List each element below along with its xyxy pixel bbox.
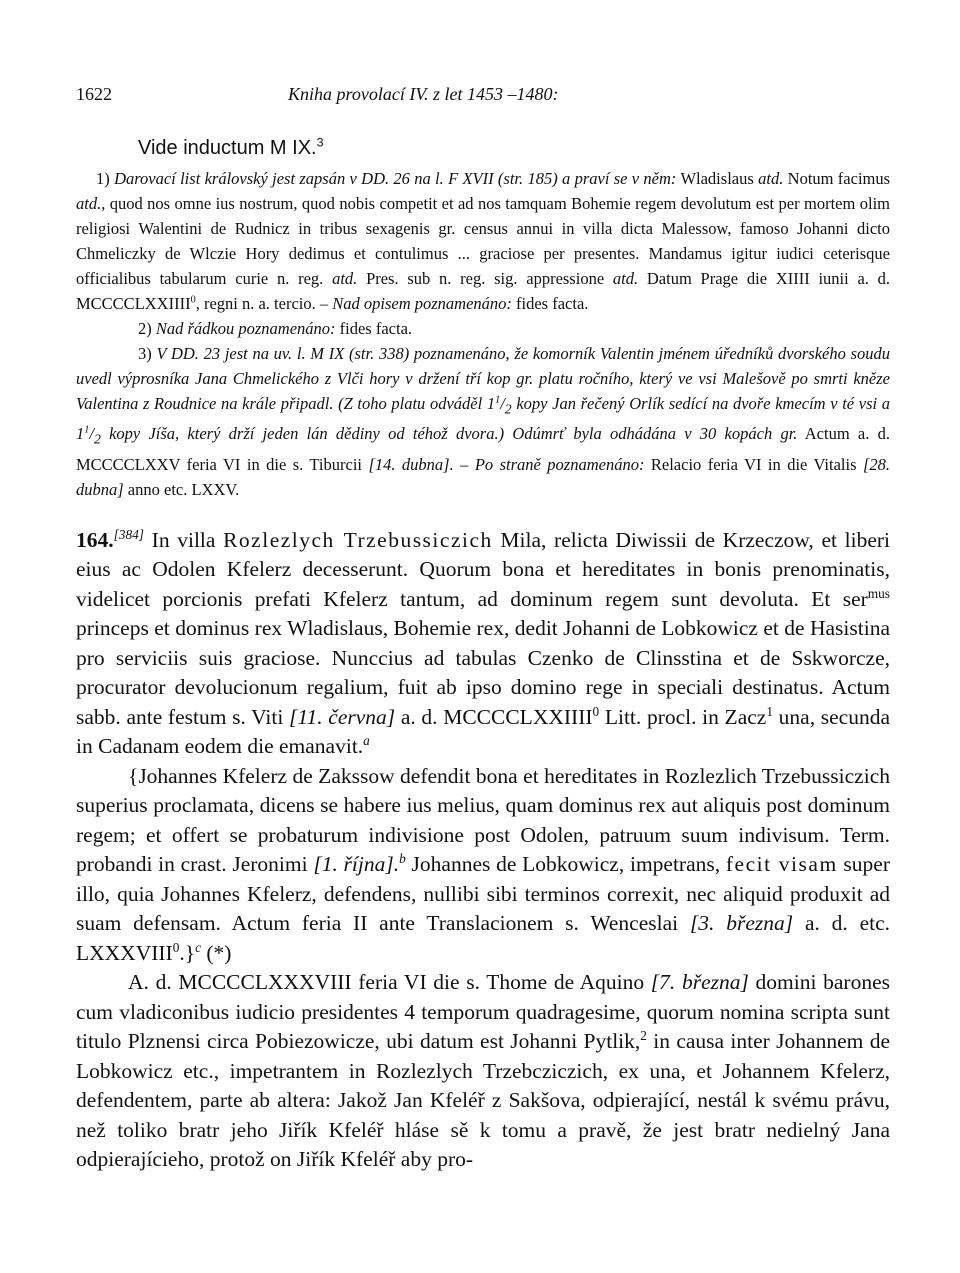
footnote-3-italic-a: V DD. 23 jest na uv. l. M IX (str. 338) poznamenáno, že komorník Valentin jménem úředníků dvorského soudu uvedl výprosníka Jana Chmelického z Vlči hory v držení tří kop gr. platu ročního, který ve vsi Malešově po smrti kněze Valentina z Roudnice na krále připadl. (Z toho platu odváděl 1	[76, 344, 890, 413]
footnote-3-frac-2: 2	[504, 401, 512, 417]
footnote-1-text-b: Notum facimus	[787, 169, 891, 188]
entry-paragraph-2	[76, 762, 890, 969]
entry-number: 164.	[76, 527, 114, 552]
entry-164	[76, 526, 890, 1175]
footnote-1-text-a: Wladislaus	[680, 169, 754, 188]
footnote-2-text: fides facta.	[339, 319, 413, 338]
entry-p1-d: a. d. MCCCCLXXIIII	[400, 704, 593, 729]
entry-p2-c: super illo, quia Johannes Kfelerz, defendens, nullibi sibi terminos correxit, nec aliquid produxit ad suam defensam. Actum feria II ante Translacionem s. Wenceslai	[76, 852, 890, 936]
footnote-3-text-a: Actum a. d. MCCCCLXXV feria VI in die s. Tiburcii	[76, 424, 890, 474]
entry-p2-d: a. d. etc. LXXXVIII	[76, 911, 891, 965]
entry-sup-b: b	[399, 850, 406, 866]
footnote-3-text-c: anno etc. LXXV.	[127, 479, 240, 499]
entry-sup-mus: mus	[867, 585, 890, 601]
footnote-3-text-b: Relacio feria VI in die Vitalis	[650, 454, 857, 474]
footnote-3-frac-3: 1	[84, 424, 90, 436]
entry-p2-f: (*)	[201, 940, 232, 965]
vide-text: Vide inductum M IX.	[138, 137, 317, 159]
footnote-1-text-e: Datum Prage die XIIII iunii a. d. MCCCCLXXIIII	[76, 269, 891, 313]
footnote-1-sup-o: 0	[190, 294, 196, 306]
running-title: Kniha provolací IV. z let 1453 –1480:	[288, 84, 559, 104]
footnote-3-italic-c: kopy Jíša, který drží jeden lán dědiny od téhož dvora.) Odúmrť byla odhádána v 30 kopách gr.	[100, 424, 798, 444]
running-head	[76, 78, 890, 112]
footnote-3-italic-b: kopy Jan řečený Orlík sedící na dvoře kmecím v té vsi a 1	[76, 394, 890, 444]
entry-p1-e: Litt. procl. in Zacz	[599, 704, 767, 729]
footnote-1-intro: Darovací list královský jest zapsán v DD. 26 na l. F XVII (str. 185) a praví se v něm:	[114, 169, 677, 188]
entry-p2-e: .}	[179, 940, 196, 965]
footnotes	[76, 166, 890, 502]
footnote-1-closing: fides facta.	[516, 294, 589, 313]
entry-place: Rozlezlych Trzebussiczich	[223, 527, 493, 552]
entry-paragraph-3	[76, 968, 890, 1175]
entry-p1-f: una, secunda in Cadanam eodem die emanavit.	[76, 704, 890, 759]
vide-note-ref: 3	[316, 135, 324, 150]
footnote-3-dash-italic: – Po straně poznamenáno:	[460, 454, 645, 474]
entry-p2-a: {Johannes Kfelerz de Zakssow defendit bona et hereditates in Rozlezlich Trzebussiczich superius proclamata, dicens se habere ius melius, quam dominus rex aut aliquis post dominum regem; et offert se probaturum indivisione post Odolen, patruum suum indivisum. Term. probandi in crast. Jeronimi	[76, 763, 890, 877]
footnote-3-frac-4: 2	[93, 431, 101, 447]
entry-sup-c: c	[195, 939, 202, 955]
footnote-1-text-f: , regni n. a. tercio. –	[195, 294, 329, 313]
entry-p2-spaced: fecit visam	[725, 852, 838, 877]
footnote-1-text-d: Pres. sub n. reg. sig. appressione	[366, 269, 605, 288]
entry-p3-b: domini barones cum vladiconibus iudicio presidentes 4 temporum quadragesime, quorum nomina scripta sunt titulo Plznensi circa Pobiezowicze, ubi datum est Johanni Pytlik,	[76, 970, 890, 1054]
document-page	[76, 78, 890, 1175]
footnote-1	[76, 166, 890, 316]
entry-p1-date: [11. června]	[288, 704, 396, 729]
footnote-3-marker: 3)	[138, 344, 152, 363]
entry-p3-c: in causa inter Johannem de Lobkowicz etc., impetrantem in Rozlezlych Trzebcziczich, ex una, et Johannem Kfelerz, defendentem, parte ab altera: Jakož Jan Kfeléř z Sakšova, odpierající, nestál k svému právu, než toliko bratr jeho Jiřík Kfeléř hláse sě k tomu a pravě, že jest bratr nedielný Jana odpierajícieho, protož on Jiřík Kfeléř aby pro-	[76, 1029, 890, 1172]
footnote-1-atd-2: atd.	[76, 194, 102, 213]
entry-p3-a: A. d. MCCCCLXXXVIII feria VI die s. Thome de Aquino	[128, 970, 645, 995]
footnote-1-marker: 1)	[96, 169, 110, 188]
vide-line	[138, 137, 890, 160]
entry-p1-a: In villa	[151, 527, 216, 552]
entry-bracket-ref: [384]	[113, 526, 144, 542]
page-number: 1622	[76, 84, 112, 104]
entry-sup-a: a	[363, 732, 370, 748]
entry-sup-1: 1	[766, 703, 773, 719]
footnote-1-closing-italic: Nad opisem poznamenáno:	[332, 294, 512, 313]
footnote-1-atd-4: atd.	[612, 269, 639, 288]
footnote-3-frac-1: 1	[495, 394, 501, 406]
entry-paragraph-1	[76, 526, 890, 762]
entry-p2-b: Johannes de Lobkowicz, impetrans,	[405, 852, 721, 877]
footnote-1-atd-1: atd.	[758, 169, 784, 188]
footnote-2-marker: 2)	[138, 319, 152, 338]
entry-p1-b: Mila, relicta Diwissii de Krzeczow, et liberi eius ac Odolen Kfelerz decesserunt. Quorum bona et hereditates in bonis prenominatis, videlicet porcionis prefati Kfelerz tantum, ad dominum regem sunt devoluta. Et ser	[76, 527, 890, 611]
entry-p3-date: [7. března]	[650, 970, 749, 995]
footnote-3: 3) V DD. 23 jest na uv. l. M IX (str. 338) poznamenáno, že komorník Valentin jménem úředníků dvorského soudu uvedl výprosníka Jana Chmelického z Vlči hory v držení tří kop gr. platu ročního, který ve vsi Malešově po smrti kněze Valentina z Roudnice na krále připadl. (Z toho platu odváděl $1^1/_2$ kopy Jan řečený Orlík sedící na dvoře kmecím v té vsi a $1^1/_2$ kopy Jíša, který drží jeden lán dědiny od téhož dvora.) Odúmrť byla odhádána v 30 kopách gr. Actum a. d. MCCCCLXXV feria VI in die s. Tiburcii [14. dubna]. – Po straně poznamenáno: Relacio feria VI in die Vitalis [28. dubna] anno etc. LXXV.	[76, 344, 890, 499]
entry-p1-c: princeps et dominus rex Wladislaus, Bohemie rex, dedit Johanni de Lobkowicz et de Hasistina pro serviciis suis graciose. Nunccius ad tabulas Czenko de Clinsstina et de Sskworcze, procurator devolucionum regalium, fuit ab ipso domino rege in speciali destinatus. Actum sabb. ante festum s. Viti	[76, 616, 890, 729]
entry-p2-date-2: [3. března]	[689, 911, 794, 936]
footnote-1-text-c: , quod nos omne ius nostrum, quod nobis competit et ad nos tamquam Bohemie regem devolutum est per mortem olim religiosi Walentini de Rudnicz in tribus sexagenis gr. census annui in villa dicta Malessow, famoso Johanni dicto Chmeliczky de Wlczie Hory dedimus et contulimus ... graciose per presentes. Mandamus igitur iudici ceterisque officialibus tabularum curie n. reg.	[76, 194, 890, 288]
footnote-2-italic: Nad řádkou poznamenáno:	[155, 319, 336, 338]
footnote-1-atd-3: atd.	[332, 269, 358, 288]
entry-sup-o-2: 0	[172, 939, 180, 955]
footnote-3-date-2: [28. dubna]	[76, 454, 890, 499]
entry-p2-date-1: [1. října].	[313, 852, 400, 877]
footnote-2	[76, 316, 890, 341]
entry-sup-o-1: 0	[592, 703, 600, 719]
footnote-3-date-1: [14. dubna].	[368, 454, 454, 474]
entry-sup-2: 2	[640, 1027, 647, 1043]
